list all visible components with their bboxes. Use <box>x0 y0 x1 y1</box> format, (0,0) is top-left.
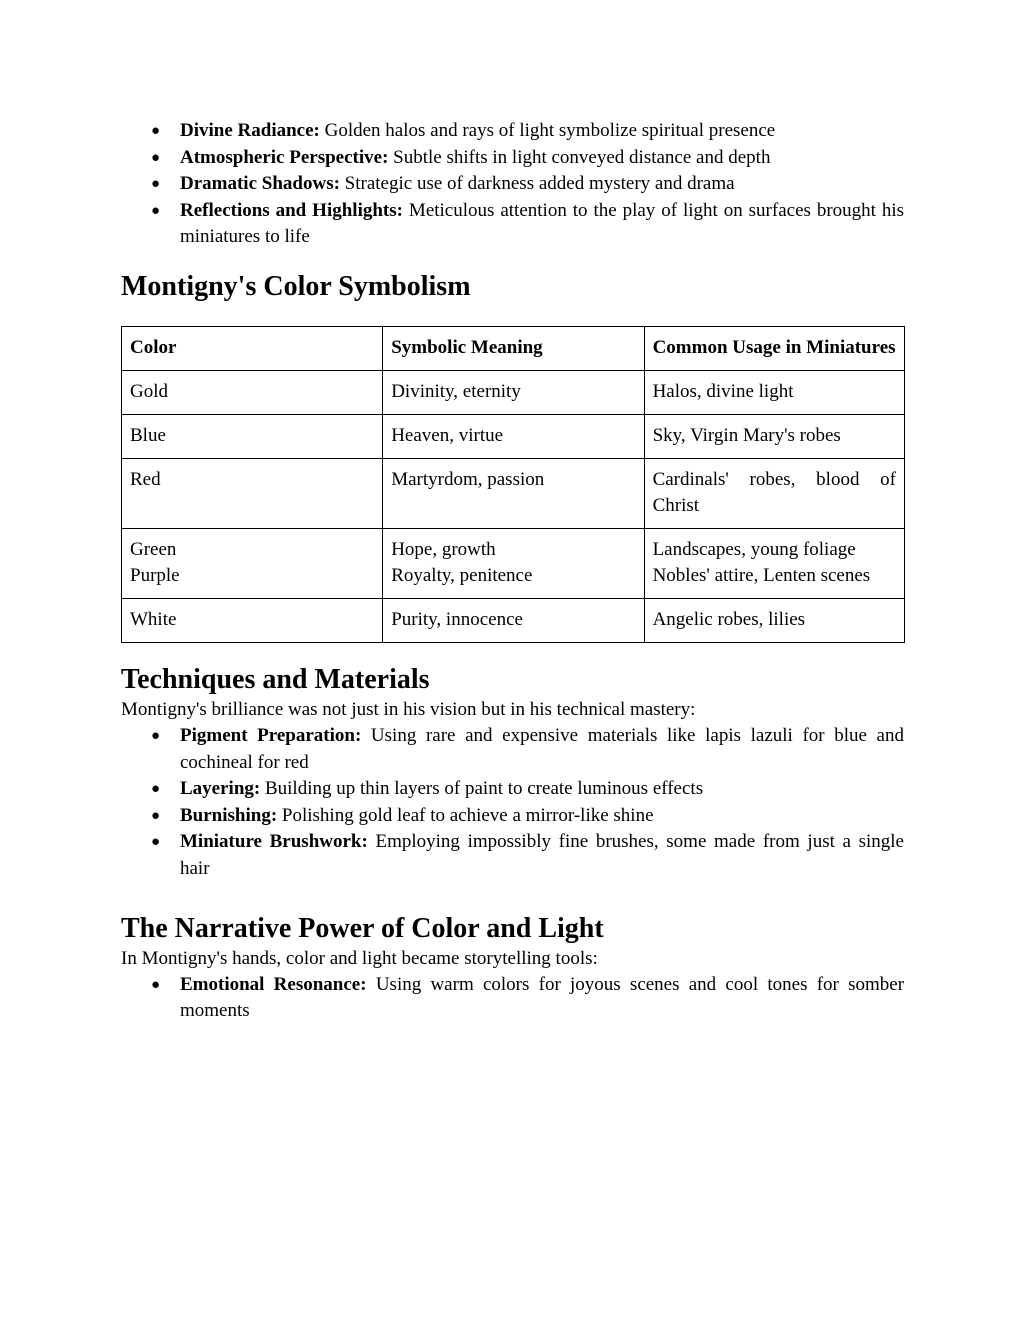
cell-usage-line: Nobles' attire, Lenten scenes <box>652 564 871 586</box>
bullet-icon: ● <box>151 834 161 851</box>
bullet-icon: ● <box>151 123 161 139</box>
list-item <box>121 118 904 145</box>
column-header-usage: Common Usage in Miniatures <box>644 326 904 370</box>
bullet-term: Atmospheric Perspective: <box>180 146 389 168</box>
cell-usage-line: Landscapes, young foliage <box>652 538 856 560</box>
cell-color <box>122 528 383 598</box>
section-heading-color-symbolism: Montigny's Color Symbolism <box>121 270 471 302</box>
bullet-icon: ● <box>151 781 161 798</box>
table-header-row <box>122 326 905 370</box>
table-row <box>122 370 905 414</box>
color-symbolism-table <box>121 326 905 643</box>
techniques-bullet-list <box>121 723 904 883</box>
cell-color: White <box>122 598 383 642</box>
bullet-text: Using rare and expensive materials like lapis lazuli for blue and cochineal for red <box>180 724 904 773</box>
bullet-term: Emotional Resonance: <box>180 973 367 995</box>
list-item <box>121 171 904 198</box>
cell-usage: Halos, divine light <box>644 370 904 414</box>
cell-meaning-line: Royalty, penitence <box>391 564 533 586</box>
bullet-icon: ● <box>151 149 161 166</box>
narrative-bullet-list <box>121 972 904 1025</box>
cell-color-line: Green <box>130 538 177 560</box>
cell-color: Red <box>122 458 383 528</box>
cell-usage: Angelic robes, lilies <box>644 598 904 642</box>
list-item <box>121 723 904 776</box>
list-item <box>121 972 904 1025</box>
bullet-term: Divine Radiance: <box>180 120 320 141</box>
document-page <box>121 118 904 1025</box>
bullet-text: Meticulous attention to the play of light on surfaces brought his miniatures to life <box>180 199 905 248</box>
techniques-lead-paragraph: Montigny's brilliance was not just in his vision but in his technical mastery: <box>121 698 696 720</box>
bullet-term: Burnishing: <box>180 804 278 826</box>
cell-color: Blue <box>122 414 383 458</box>
cell-meaning <box>383 528 644 598</box>
bullet-term: Reflections and Highlights: <box>180 199 403 221</box>
bullet-icon: ● <box>151 202 161 219</box>
list-item <box>121 803 904 830</box>
table-row <box>122 598 905 642</box>
bullet-text: Employing impossibly fine brushes, some made from just a single hair <box>180 831 904 879</box>
bullet-text: Golden halos and rays of light symbolize spiritual presence <box>324 120 776 141</box>
list-item <box>121 145 904 172</box>
cell-color: Gold <box>122 370 383 414</box>
column-header-color: Color <box>122 326 383 370</box>
cell-meaning: Martyrdom, passion <box>383 458 644 528</box>
bullet-text: Subtle shifts in light conveyed distance and depth <box>393 146 771 168</box>
section-heading-narrative: The Narrative Power of Color and Light <box>121 912 604 944</box>
intro-bullet-list <box>121 118 904 251</box>
narrative-lead-paragraph: In Montigny's hands, color and light became storytelling tools: <box>121 947 598 969</box>
cell-meaning: Heaven, virtue <box>383 414 644 458</box>
bullet-term: Layering: <box>180 778 261 800</box>
bullet-icon: ● <box>151 976 161 993</box>
list-item <box>121 776 904 803</box>
column-header-meaning: Symbolic Meaning <box>383 326 644 370</box>
bullet-text: Polishing gold leaf to achieve a mirror-like shine <box>281 804 654 826</box>
cell-usage: Sky, Virgin Mary's robes <box>644 414 904 458</box>
table-row <box>122 458 905 528</box>
bullet-text: Building up thin layers of paint to create luminous effects <box>264 778 704 800</box>
cell-meaning: Divinity, eternity <box>383 370 644 414</box>
table-row <box>122 528 905 598</box>
bullet-term: Miniature Brushwork: <box>180 831 368 853</box>
bullet-term: Pigment Preparation: <box>180 724 362 746</box>
cell-meaning: Purity, innocence <box>383 598 644 642</box>
section-heading-techniques: Techniques and Materials <box>121 663 430 695</box>
bullet-term: Dramatic Shadows: <box>180 173 340 195</box>
list-item <box>121 198 904 251</box>
cell-usage <box>644 528 904 598</box>
list-item <box>121 829 904 882</box>
cell-color-line: Purple <box>130 564 180 586</box>
bullet-icon: ● <box>151 176 161 193</box>
cell-usage: Cardinals' robes, blood of Christ <box>644 458 904 528</box>
table-row <box>122 414 905 458</box>
bullet-text: Using warm colors for joyous scenes and cool tones for somber moments <box>180 973 905 1022</box>
bullet-icon: ● <box>151 807 161 824</box>
cell-meaning-line: Hope, growth <box>391 538 496 560</box>
bullet-icon: ● <box>151 727 161 744</box>
bullet-text: Strategic use of darkness added mystery and drama <box>344 173 735 195</box>
